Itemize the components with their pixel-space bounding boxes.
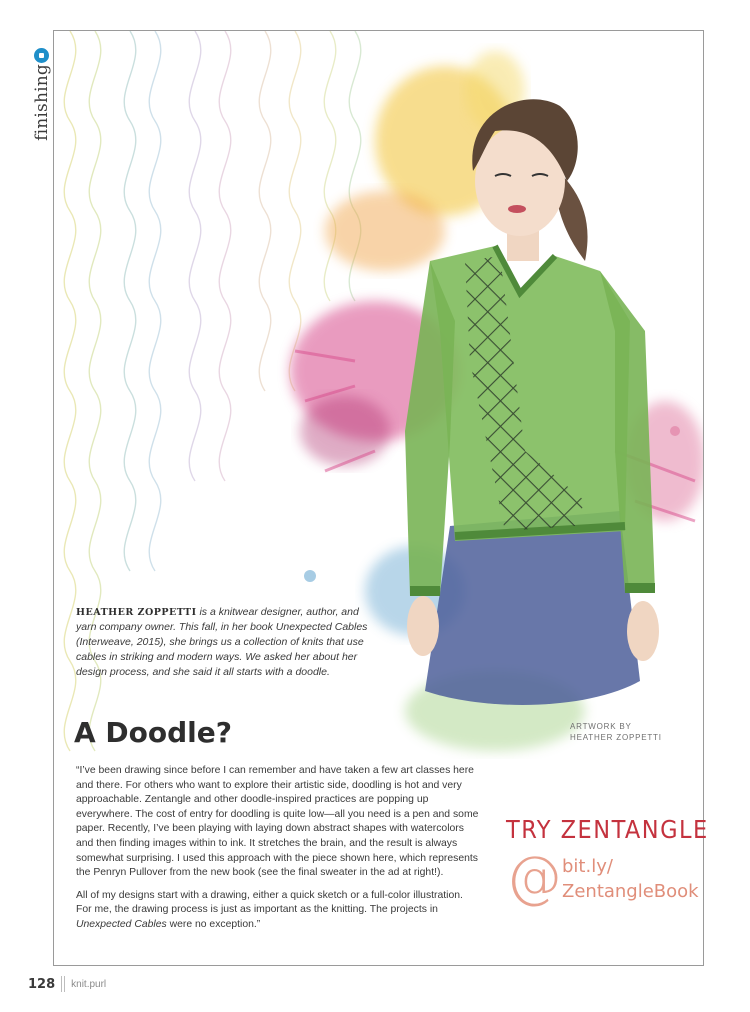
cta-url-line-1[interactable]: bit.ly/: [562, 856, 613, 877]
author-bio-text: is a knitwear designer, author, and yarn company owner. This fall, in her book Unexpected Cables (Interweave, 2015), she brings us a collection of knits that use cables in striking and modern ways. We asked her about her design process, and she said it all starts with a doodle.: [76, 606, 368, 678]
at-symbol-icon: @: [506, 845, 562, 910]
artwork-credit-artist: HEATHER ZOPPETTI: [570, 733, 662, 742]
body-paragraph-1: “I’ve been drawing since before I can remember and have taken a few art classes here and there. For others who want to explore their artistic side, doodling is hot and very approachable. Zentangle and other doodle-inspired practices are popping up everywhere. The cost of entry for doodling is quite low—all you need is a pen and some paper. Recently, I’ve been playing with laying down abstract shapes with watercolors and then finding images within to ink. It stretches the brain, and the result is always somewhat surprising. I used this approach with the piece shown here, which represents the Penryn Pullover from the new book (see the final sweater in the ad at right!).: [76, 765, 479, 879]
publication-name: knit.purl: [71, 978, 107, 990]
artwork-credit: [570, 721, 690, 743]
book-title: Unexpected Cables: [76, 918, 167, 930]
section-label: finishing: [32, 64, 52, 141]
page-footer: [28, 976, 106, 992]
author-name: HEATHER ZOPPETTI: [76, 607, 197, 618]
article-body: [76, 764, 481, 941]
body-paragraph-2: [76, 889, 481, 933]
footer-separator: [61, 976, 65, 992]
artwork-credit-label: ARTWORK BY: [570, 722, 632, 731]
cta-url-line-2[interactable]: ZentangleBook: [562, 881, 699, 902]
article-headline: A Doodle?: [74, 716, 233, 749]
author-bio: [76, 605, 376, 680]
section-dot-icon: [34, 48, 49, 63]
cta-title: TRY ZENTANGLE: [506, 815, 709, 844]
body-paragraph-2-end: were no exception.”: [166, 918, 261, 930]
section-tab: [30, 64, 54, 144]
section-sidebar: [28, 30, 54, 966]
page-number: 128: [28, 976, 56, 992]
body-paragraph-2-start: All of my designs start with a drawing, either a quick sketch or a full-color illustration. For me, the drawing process is just as important as the knitting. The projects in: [76, 889, 463, 916]
